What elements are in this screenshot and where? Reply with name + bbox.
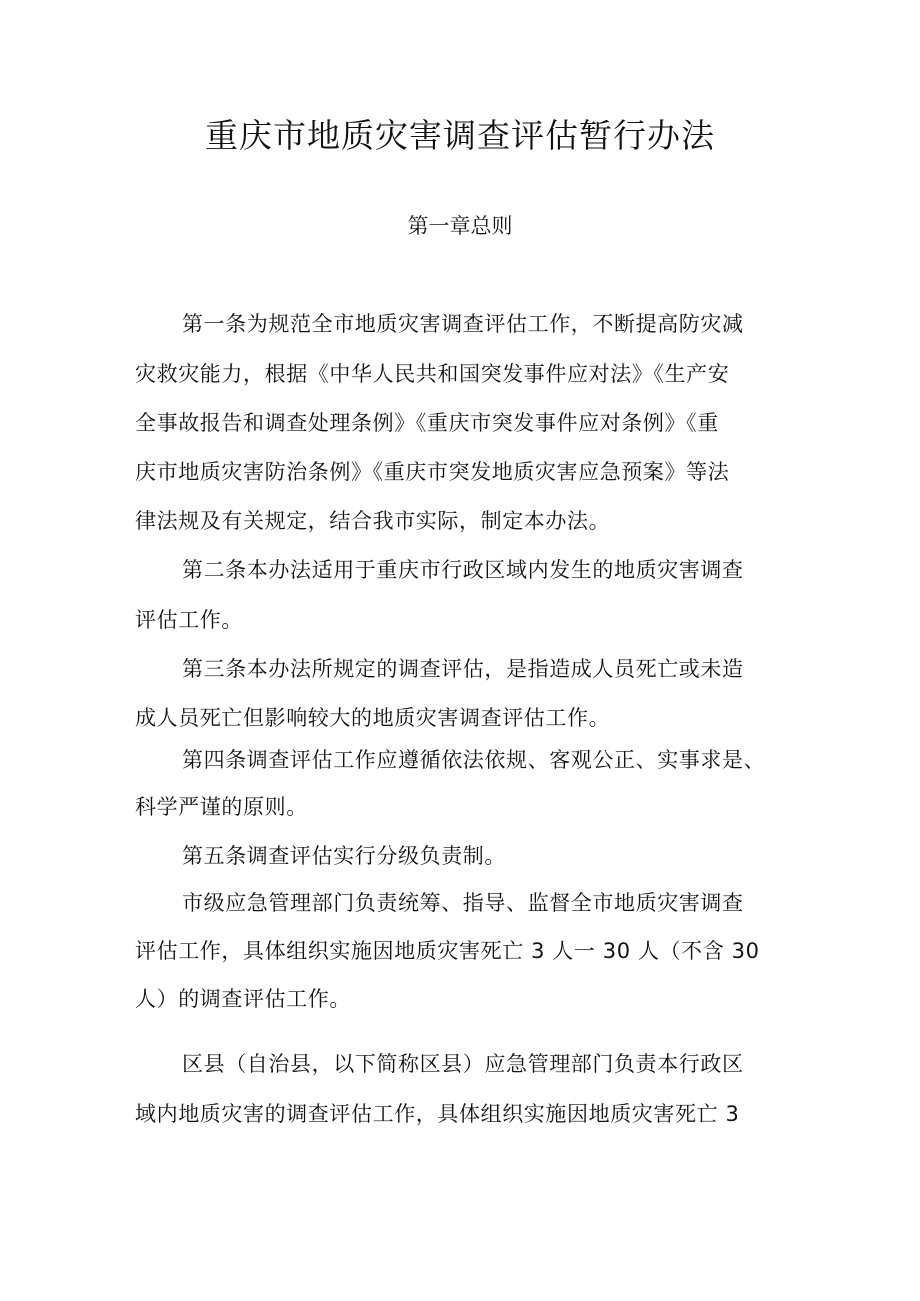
text-line: 全事故报告和调查处理条例》《重庆市突发事件应对条例》《重 [135,411,719,435]
text-line: 庆市地质灾害防治条例》《重庆市突发地质灾害应急预案》等法 [135,460,730,484]
text-line: 市级应急管理部门负责统筹、指导、监督全市地质灾害调查 [182,891,744,915]
text-line: 域内地质灾害的调查评估工作，具体组织实施因地质灾害死亡 3 [135,1102,740,1126]
text-line: 人）的调查评估工作。 [135,987,351,1011]
text-line: 第五条调查评估实行分级负责制。 [182,844,506,868]
document-title: 重庆市地质灾害调查评估暂行办法 [205,116,715,155]
text-line: 律法规及有关规定，结合我市实际，制定本办法。 [135,509,611,533]
text-line: 成人员死亡但影响较大的地质灾害调查评估工作。 [135,706,611,730]
text-line: 科学严谨的原则。 [135,795,308,819]
chapter-heading: 第一章总则 [407,214,513,238]
text-line: 灾救灾能力，根据《中华人民共和国突发事件应对法》《生产安 [135,362,730,386]
text-line: 区县（自治县，以下简称区县）应急管理部门负责本行政区 [182,1052,744,1076]
text-line: 第四条调查评估工作应遵循依法依规、客观公正、实事求是、 [182,748,766,772]
text-line: 评估工作，具体组织实施因地质灾害死亡 3 人一 30 人（不含 30 [135,939,760,963]
text-line: 第一条为规范全市地质灾害调查评估工作，不断提高防灾减 [182,312,744,336]
text-line: 第二条本办法适用于重庆市行政区域内发生的地质灾害调查 [182,558,744,582]
text-line: 第三条本办法所规定的调查评估，是指造成人员死亡或未造 [182,657,744,681]
text-line: 评估工作。 [135,608,243,632]
